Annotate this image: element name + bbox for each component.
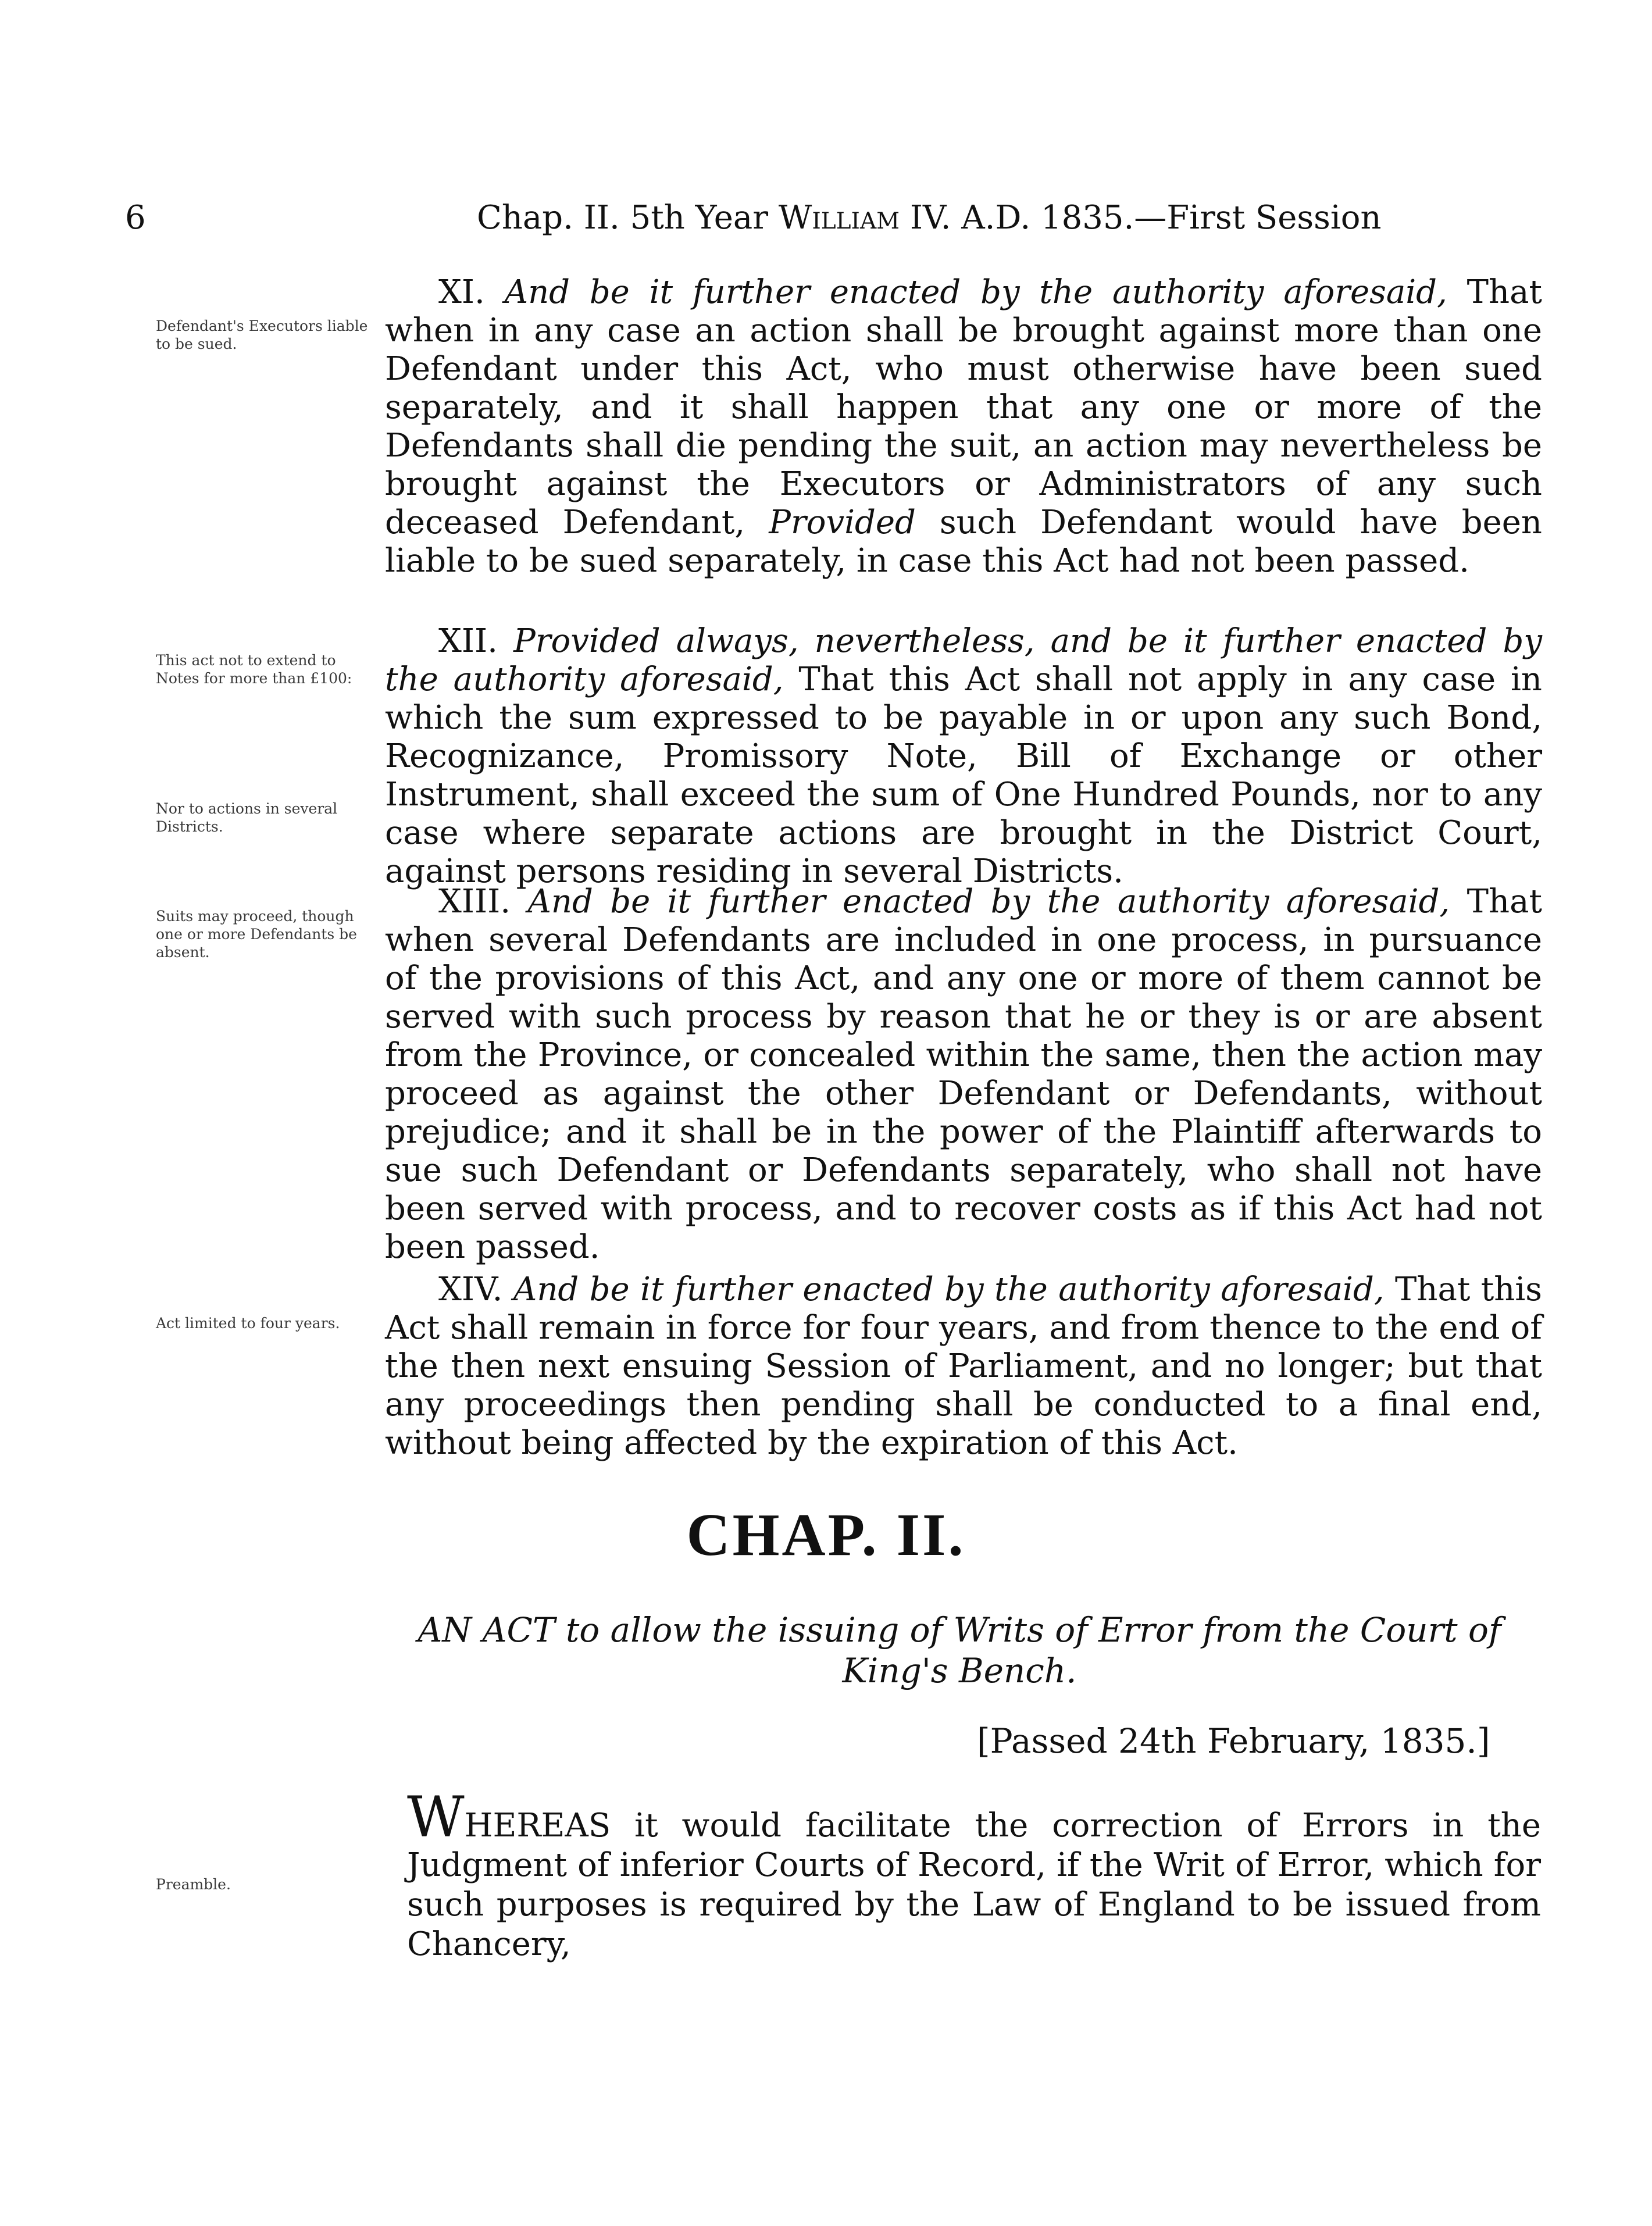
section-number: XII.: [438, 622, 498, 660]
running-head: [477, 192, 1382, 244]
act-title: AN ACT to allow the issuing of Writs of Error from the Court of King's Bench.: [418, 1610, 1501, 1690]
margin-note-act-limited: Act limited to four years.: [156, 1315, 340, 1332]
enacting-clause: And be it further enacted by the authority aforesaid,: [527, 883, 1450, 921]
passed-date: [Passed 24th February, 1835.]: [977, 1721, 1490, 1761]
section-text-continued: such Defendant would have been liable to be sued separately, in case this Act had not been passed.: [385, 504, 1542, 580]
section-number: XIII.: [438, 883, 511, 921]
section-text: That this Act shall not apply in any case in which the sum expressed to be payable in or upon any such Bond, Recognizance, Promissory Note, Bill of Exchange or other Instrument, shall exceed the sum of One Hundred Pounds, nor to any case where separate actions are brought in the District Court, against persons residing in several Districts.: [385, 661, 1542, 890]
proviso-word: Provided: [769, 504, 916, 541]
enacting-clause: And be it further enacted by the authority aforesaid,: [513, 1271, 1385, 1308]
drop-initial: W: [407, 1785, 465, 1850]
running-head-pre: Chap. II. 5th Year: [477, 199, 779, 237]
margin-note-suits-proceed: Suits may proceed, though one or more Defendants be absent.: [156, 908, 357, 961]
page-number: 6: [125, 199, 146, 237]
section-text: That this Act shall remain in force for four years, and from thence to the end of the then next ensuing Session of Parliament, and no longer; but that any proceedings then pending shall be conducted to a final end, without being affected by the expiration of this Act.: [385, 1271, 1542, 1462]
preamble-paragraph: [407, 1785, 1541, 1964]
section-xii: [385, 622, 1542, 891]
preamble-caps: HEREAS: [464, 1807, 611, 1845]
enacting-clause: Provided always, nevertheless, and be it further enacted by the authority aforesaid,: [385, 622, 1542, 698]
section-xi: [385, 273, 1542, 580]
section-xiv: [385, 1271, 1542, 1462]
section-number: XIV.: [438, 1271, 503, 1308]
section-number: XI.: [438, 273, 485, 311]
chapter-title: CHAP. II.: [686, 1501, 966, 1568]
margin-note-executors: Defendant's Executors liable to be sued.: [156, 318, 368, 352]
section-text: That when in any case an action shall be brought against more than one Defendant under this Act, who must otherwise have been sued separately, and it shall happen that any one or more of the Defendants shall die pending the suit, an action may nevertheless be brought against the Executors or Administrators of any such deceased Defendant,: [385, 273, 1542, 541]
running-head-post: IV. A.D. 1835.—First Session: [900, 199, 1382, 237]
section-text: That when several Defendants are included in one process, in pursuance of the provisions of this Act, and any one or more of them cannot be served with such process by reason that he or they is or are absent from the Province, or concealed within the same, then the action may proceed as against the other Defendant or Defendants, without prejudice; and it shall be in the power of the Plaintiff afterwards to sue such Defendant or Defendants separately, who shall not have been served with process, and to recover costs as if this Act had not been passed.: [385, 883, 1542, 1266]
preamble-text: it would facilitate the correction of Errors in the Judgment of inferior Courts of Record, if the Writ of Error, which for such purposes is required by the Law of England to be issued from Chancery,: [407, 1807, 1541, 1963]
page-header: [125, 192, 1439, 244]
margin-note-districts: Nor to actions in several Districts.: [156, 800, 338, 835]
section-xiii: [385, 883, 1542, 1267]
running-head-king: William: [778, 199, 900, 237]
margin-note-preamble: Preamble.: [156, 1876, 231, 1893]
margin-note-notes-limit: This act not to extend to Notes for more than £100:: [156, 652, 352, 687]
enacting-clause: And be it further enacted by the authority aforesaid,: [504, 273, 1447, 311]
